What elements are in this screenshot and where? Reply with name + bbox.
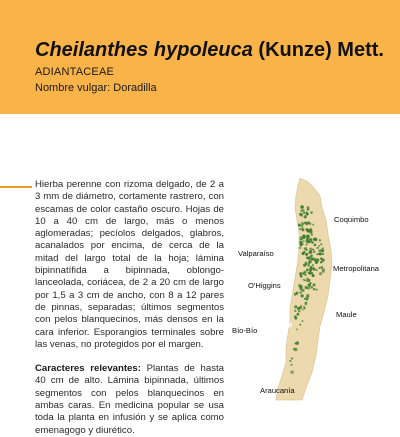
occurrence-dot [313, 268, 316, 271]
occurrence-dot [319, 253, 322, 256]
occurrence-dot [301, 289, 304, 292]
occurrence-dot [306, 212, 309, 215]
occurrence-dot [317, 253, 319, 255]
occurrence-dot [299, 291, 302, 294]
occurrence-dot [303, 212, 305, 214]
occurrence-dot [312, 274, 315, 277]
occurrence-dot [319, 272, 322, 275]
occurrence-dot [302, 320, 304, 322]
occurrence-dot [311, 258, 313, 260]
occurrence-dot [318, 249, 321, 252]
occurrence-dot [312, 241, 314, 243]
occurrence-dot [296, 292, 299, 295]
occurrence-dot [307, 208, 310, 211]
occurrence-dot [300, 305, 303, 308]
occurrence-dot [297, 313, 300, 316]
occurrence-dot [304, 298, 306, 300]
scientific-name: Cheilanthes hypoleuca [35, 39, 253, 61]
occurrence-dot [311, 234, 313, 236]
occurrence-dot [314, 244, 316, 246]
occurrence-dot [316, 269, 318, 271]
section-rule [0, 186, 32, 188]
occurrence-dot [298, 224, 301, 227]
occurrence-dot [290, 364, 292, 366]
occurrence-dot [321, 266, 323, 268]
occurrence-dot [308, 283, 311, 286]
header-band [0, 0, 400, 114]
description-column [35, 179, 224, 437]
relevant-text: Plantas de hasta 40 cm de alto. Lámina bipinnada, últimos segmentos con pelos blanquecinos en ambas caras. En medicina popular se usa toda la planta en infusión y se aplica como emenagogo y diurético. [35, 363, 224, 436]
occurrence-dot [300, 294, 303, 297]
region-label-biobio: Bío-Bío [232, 326, 258, 335]
occurrence-dot [313, 238, 316, 241]
relevant-label: Caracteres relevantes: [35, 363, 141, 375]
occurrence-dot [310, 211, 313, 214]
occurrence-dot [309, 222, 312, 225]
occurrence-dot [302, 234, 305, 237]
occurrence-dot [296, 342, 299, 345]
occurrence-dot [311, 272, 313, 274]
author-name: (Kunze) Mett. [258, 39, 384, 61]
occurrence-dot [303, 271, 305, 273]
occurrence-dot [305, 222, 309, 226]
family-name: ADIANTACEAE [35, 66, 115, 78]
occurrence-dot [322, 247, 324, 249]
relevant-paragraph [35, 363, 224, 437]
occurrence-dot [306, 229, 309, 232]
common-name: Nombre vulgar: Doradilla [35, 82, 157, 94]
occurrence-dot [301, 238, 303, 240]
occurrence-dot [322, 253, 324, 255]
occurrence-dot [307, 279, 310, 282]
occurrence-dot [307, 286, 310, 289]
occurrence-dot [319, 239, 321, 241]
occurrence-dot [322, 249, 324, 251]
occurrence-dot [303, 307, 305, 309]
occurrence-dot [310, 269, 312, 271]
occurrence-dot [315, 289, 317, 291]
occurrence-dot [303, 279, 305, 281]
occurrence-dot [303, 240, 305, 242]
species-title [35, 38, 384, 62]
region-label-coquimbo: Coquimbo [334, 215, 369, 224]
occurrence-dot [299, 246, 302, 249]
occurrence-dot [304, 216, 307, 219]
distribution-map [228, 176, 400, 400]
occurrence-dot [322, 271, 324, 273]
occurrence-dot [305, 253, 308, 256]
region-label-metropolitana: Metropolitana [333, 264, 380, 273]
occurrence-dot [299, 324, 301, 326]
region-label-ohiggins: O'Higgins [248, 281, 281, 290]
occurrence-dot [319, 267, 321, 269]
occurrence-dot [299, 228, 301, 230]
region-label-valparaiso: Valparaíso [238, 249, 274, 258]
occurrence-dot [308, 263, 310, 265]
occurrence-dot [299, 213, 302, 216]
occurrence-dot [294, 315, 297, 318]
occurrence-dot [301, 227, 303, 229]
occurrence-dot [304, 302, 307, 305]
occurrence-dot [313, 288, 316, 291]
occurrence-dot [302, 309, 304, 311]
occurrence-dot [306, 268, 309, 271]
occurrence-dot [301, 222, 303, 224]
occurrence-dot [289, 360, 291, 362]
occurrence-dot [312, 264, 314, 266]
occurrence-dot [291, 358, 293, 360]
occurrence-dot [309, 250, 313, 254]
occurrence-dot [314, 258, 317, 261]
occurrence-dot [302, 252, 305, 255]
occurrence-dot [294, 310, 296, 312]
occurrence-dot [312, 283, 315, 286]
occurrence-dot [316, 247, 318, 249]
occurrence-dot [306, 294, 309, 297]
occurrence-dot [294, 305, 297, 308]
occurrence-dot [298, 310, 301, 313]
occurrence-dot [290, 370, 294, 374]
occurrence-dot [300, 275, 303, 278]
occurrence-dot [305, 243, 307, 245]
occurrence-dot [302, 243, 304, 245]
occurrence-dot [312, 249, 314, 251]
occurrence-dot [310, 254, 313, 257]
occurrence-dot [303, 264, 306, 267]
occurrence-dot [307, 236, 309, 238]
occurrence-dot [310, 238, 313, 241]
occurrence-dot [300, 205, 304, 209]
occurrence-dot [312, 224, 314, 226]
occurrence-dot [296, 328, 298, 330]
occurrence-dot [302, 209, 305, 212]
occurrence-dot [311, 286, 313, 288]
occurrence-dot [320, 243, 322, 245]
description-paragraph: Hierba perenne con rizoma delgado, de 2 a 3 mm de diámetro, cortamente rastrero, con escamas de color castaño oscuro. Hojas de 10 a 40 cm de largo, más o menos aglomeradas; pecíolos delgados, glabros, acanalados por encima, de cerca de la mitad del largo total de la hoja; lámina bipinnatífida a bipinnada, oblongo-lanceolada, coriácea, de 2 a 20 cm de largo por 1,5 a 3 cm de ancho, con 8 a 12 pares de pinnas, separadas; últimos segmentos con pelos blanquecinos, más densos en la cara inferior. Esporangios terminales sobre las venas, no protegidos por el margen. [35, 179, 224, 350]
occurrence-dot [313, 251, 316, 254]
occurrence-dot [304, 247, 307, 250]
occurrence-dot [294, 348, 297, 351]
region-label-araucania: Araucanía [260, 386, 295, 395]
occurrence-dot [318, 245, 320, 247]
occurrence-dot [304, 274, 306, 276]
region-label-maule: Maule [336, 310, 357, 319]
occurrence-dot [321, 258, 324, 261]
